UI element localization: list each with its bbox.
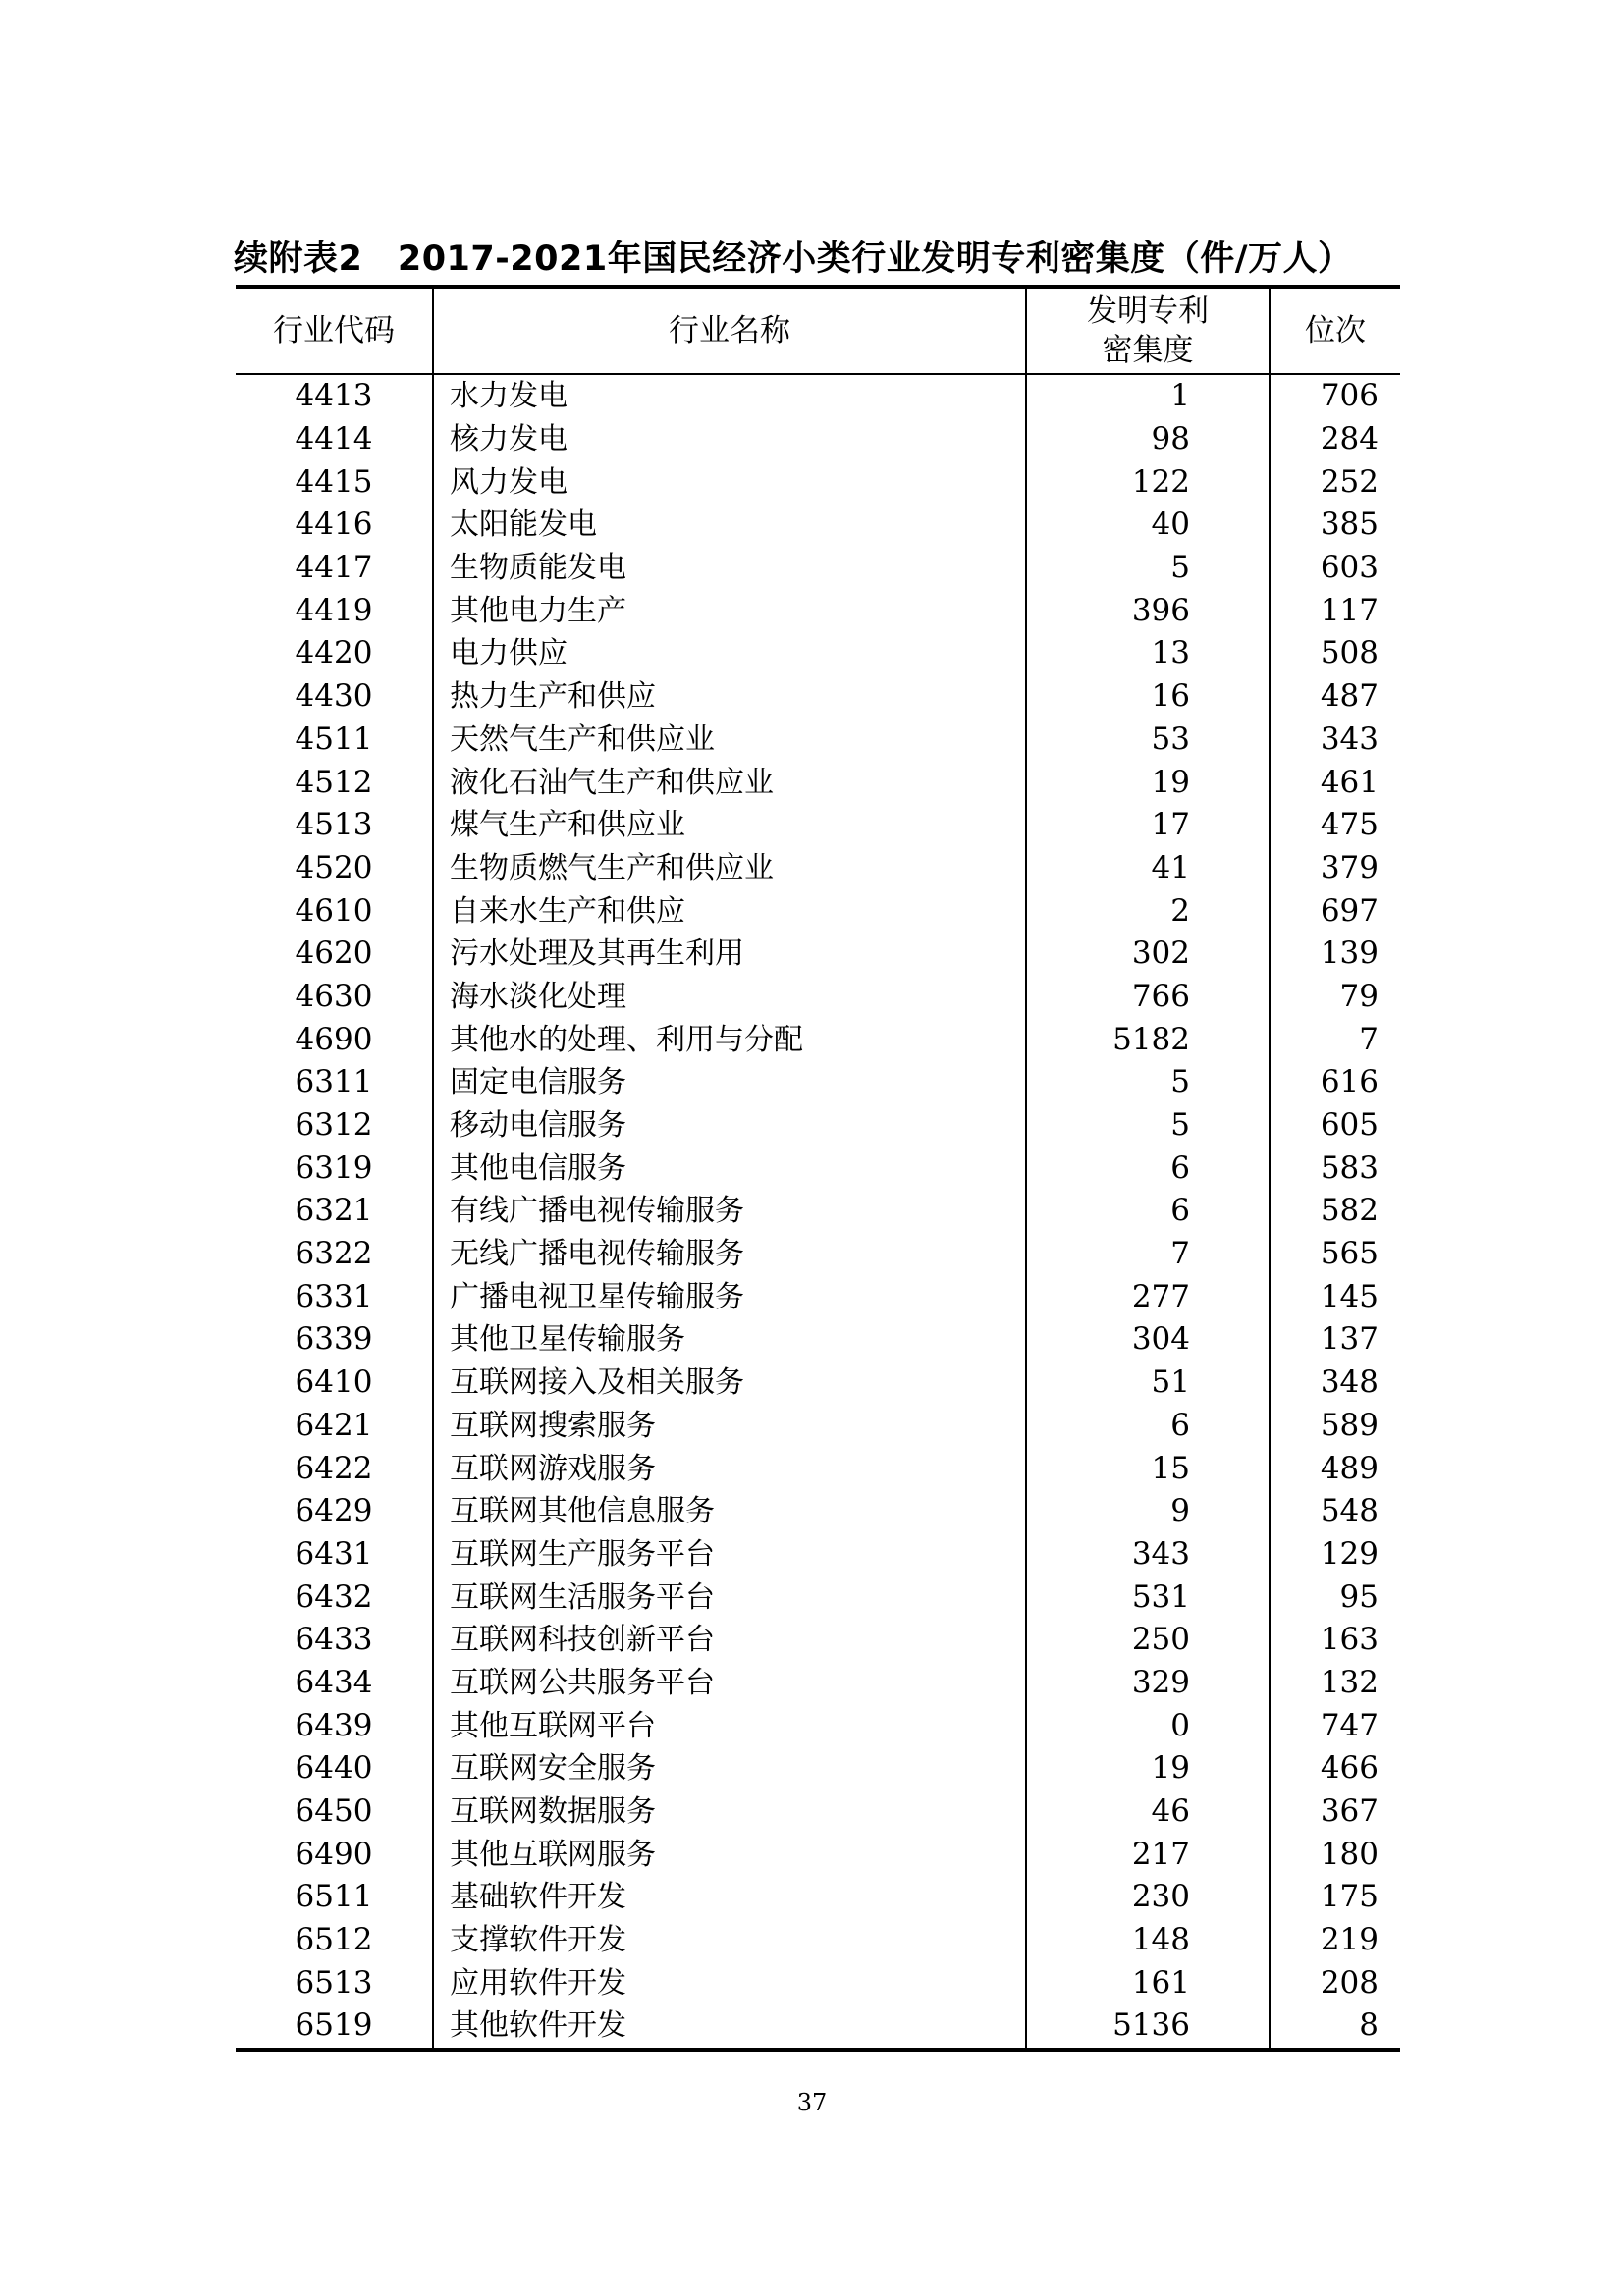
patent-density-cell: 7 xyxy=(1026,1233,1270,1276)
rank-cell: 129 xyxy=(1270,1533,1400,1576)
table-row xyxy=(236,1876,1400,1919)
industry-name-cell: 互联网其他信息服务 xyxy=(433,1490,1026,1533)
industry-code-cell: 4413 xyxy=(295,378,373,414)
industry-name-cell: 污水处理及其再生利用 xyxy=(433,933,1026,976)
industry-name-cell: 水力发电 xyxy=(433,374,1026,418)
industry-code-cell: 4416 xyxy=(295,507,373,543)
industry-name-cell: 互联网科技创新平台 xyxy=(433,1619,1026,1662)
table-row xyxy=(236,504,1400,547)
rank-cell: 489 xyxy=(1270,1447,1400,1490)
table-row xyxy=(236,761,1400,804)
table-body xyxy=(236,374,1400,2050)
industry-code-cell: 4520 xyxy=(295,849,373,885)
industry-name-cell: 电力供应 xyxy=(433,632,1026,675)
table-row xyxy=(236,1405,1400,1448)
table-row xyxy=(236,1533,1400,1576)
industry-name-cell: 其他互联网服务 xyxy=(433,1833,1026,1876)
patent-density-cell: 53 xyxy=(1026,719,1270,762)
industry-code-cell: 6513 xyxy=(295,1964,373,2001)
industry-name-cell: 广播电视卫星传输服务 xyxy=(433,1275,1026,1318)
industry-code-cell: 6321 xyxy=(295,1193,373,1229)
industry-code-cell: 6319 xyxy=(295,1149,373,1186)
rank-cell: 79 xyxy=(1270,976,1400,1019)
rank-cell: 7 xyxy=(1270,1018,1400,1061)
industry-name-cell: 互联网生活服务平台 xyxy=(433,1575,1026,1619)
industry-code-cell: 4419 xyxy=(295,592,373,628)
patent-density-cell: 148 xyxy=(1026,1919,1270,1962)
industry-name-cell: 移动电信服务 xyxy=(433,1104,1026,1148)
header-industry-code: 行业代码 xyxy=(236,287,433,374)
rank-cell: 163 xyxy=(1270,1619,1400,1662)
rank-cell: 252 xyxy=(1270,460,1400,504)
industry-name-cell: 其他电力生产 xyxy=(433,589,1026,632)
rank-cell: 747 xyxy=(1270,1704,1400,1747)
industry-code-cell: 6432 xyxy=(295,1578,373,1615)
table-row xyxy=(236,675,1400,719)
industry-code-cell: 6410 xyxy=(295,1364,373,1401)
rank-cell: 145 xyxy=(1270,1275,1400,1318)
patent-density-cell: 0 xyxy=(1026,1704,1270,1747)
patent-density-cell: 343 xyxy=(1026,1533,1270,1576)
industry-name-cell: 其他软件开发 xyxy=(433,2004,1026,2050)
patent-density-cell: 277 xyxy=(1026,1275,1270,1318)
industry-code-cell: 6429 xyxy=(295,1493,373,1529)
rank-cell: 508 xyxy=(1270,632,1400,675)
table-row xyxy=(236,889,1400,933)
patent-density-cell: 41 xyxy=(1026,847,1270,890)
industry-name-cell: 海水淡化处理 xyxy=(433,976,1026,1019)
patent-density-cell: 51 xyxy=(1026,1362,1270,1405)
table-row xyxy=(236,1961,1400,2004)
patent-density-cell: 217 xyxy=(1026,1833,1270,1876)
industry-code-cell: 6519 xyxy=(295,2007,373,2044)
header-patent-density xyxy=(1026,287,1270,374)
industry-code-cell: 4415 xyxy=(295,463,373,500)
industry-code-cell: 4512 xyxy=(295,764,373,800)
table-row xyxy=(236,847,1400,890)
industry-name-cell: 风力发电 xyxy=(433,460,1026,504)
industry-code-cell: 6512 xyxy=(295,1922,373,1958)
patent-density-cell: 98 xyxy=(1026,418,1270,461)
patent-density-cell: 46 xyxy=(1026,1790,1270,1834)
table-row xyxy=(236,1490,1400,1533)
rank-cell: 139 xyxy=(1270,933,1400,976)
table-row xyxy=(236,460,1400,504)
patent-density-cell: 302 xyxy=(1026,933,1270,976)
table-row xyxy=(236,632,1400,675)
table-row xyxy=(236,1104,1400,1148)
table-row xyxy=(236,1747,1400,1790)
table-row xyxy=(236,933,1400,976)
table-row xyxy=(236,1619,1400,1662)
rank-cell: 582 xyxy=(1270,1190,1400,1233)
table-row xyxy=(236,547,1400,590)
patent-density-cell: 230 xyxy=(1026,1876,1270,1919)
industry-code-cell: 6312 xyxy=(295,1107,373,1144)
industry-code-cell: 6434 xyxy=(295,1664,373,1700)
rank-cell: 132 xyxy=(1270,1662,1400,1705)
industry-name-cell: 其他电信服务 xyxy=(433,1147,1026,1190)
industry-code-cell: 6331 xyxy=(295,1278,373,1314)
rank-cell: 605 xyxy=(1270,1104,1400,1148)
table-row xyxy=(236,1362,1400,1405)
patent-density-cell: 5182 xyxy=(1026,1018,1270,1061)
industry-name-cell: 无线广播电视传输服务 xyxy=(433,1233,1026,1276)
table-row xyxy=(236,1447,1400,1490)
industry-name-cell: 互联网搜索服务 xyxy=(433,1405,1026,1448)
industry-name-cell: 互联网游戏服务 xyxy=(433,1447,1026,1490)
rank-cell: 95 xyxy=(1270,1575,1400,1619)
patent-density-cell: 2 xyxy=(1026,889,1270,933)
table-row xyxy=(236,1061,1400,1104)
industry-name-cell: 互联网安全服务 xyxy=(433,1747,1026,1790)
table-row xyxy=(236,1833,1400,1876)
rank-cell: 343 xyxy=(1270,719,1400,762)
industry-code-cell: 6339 xyxy=(295,1321,373,1358)
industry-name-cell: 基础软件开发 xyxy=(433,1876,1026,1919)
table-row xyxy=(236,418,1400,461)
patent-density-cell: 6 xyxy=(1026,1405,1270,1448)
industry-name-cell: 其他互联网平台 xyxy=(433,1704,1026,1747)
industry-code-cell: 6511 xyxy=(295,1879,373,1915)
industry-name-cell: 互联网接入及相关服务 xyxy=(433,1362,1026,1405)
patent-density-cell: 250 xyxy=(1026,1619,1270,1662)
patent-density-cell: 13 xyxy=(1026,632,1270,675)
industry-name-cell: 热力生产和供应 xyxy=(433,675,1026,719)
industry-code-cell: 4430 xyxy=(295,678,373,715)
table-row xyxy=(236,719,1400,762)
industry-name-cell: 自来水生产和供应 xyxy=(433,889,1026,933)
page-number: 37 xyxy=(796,2089,828,2116)
patent-density-cell: 1 xyxy=(1026,374,1270,418)
rank-cell: 219 xyxy=(1270,1919,1400,1962)
industry-name-cell: 核力发电 xyxy=(433,418,1026,461)
industry-code-cell: 4690 xyxy=(295,1021,373,1057)
patent-density-cell: 5 xyxy=(1026,1061,1270,1104)
rank-cell: 284 xyxy=(1270,418,1400,461)
patent-density-cell: 9 xyxy=(1026,1490,1270,1533)
table-row xyxy=(236,1233,1400,1276)
rank-cell: 461 xyxy=(1270,761,1400,804)
industry-name-cell: 天然气生产和供应业 xyxy=(433,719,1026,762)
patent-density-cell: 304 xyxy=(1026,1318,1270,1362)
rank-cell: 589 xyxy=(1270,1405,1400,1448)
patent-density-cell: 329 xyxy=(1026,1662,1270,1705)
patent-density-cell: 40 xyxy=(1026,504,1270,547)
industry-code-cell: 4610 xyxy=(295,892,373,929)
rank-cell: 348 xyxy=(1270,1362,1400,1405)
industry-name-cell: 太阳能发电 xyxy=(433,504,1026,547)
patent-density-cell: 5 xyxy=(1026,547,1270,590)
industry-name-cell: 固定电信服务 xyxy=(433,1061,1026,1104)
rank-cell: 367 xyxy=(1270,1790,1400,1834)
table-row xyxy=(236,1018,1400,1061)
industry-code-cell: 6311 xyxy=(295,1064,373,1100)
industry-code-cell: 4420 xyxy=(295,635,373,671)
table-row xyxy=(236,1147,1400,1190)
industry-name-cell: 互联网公共服务平台 xyxy=(433,1662,1026,1705)
industry-name-cell: 液化石油气生产和供应业 xyxy=(433,761,1026,804)
industry-code-cell: 6440 xyxy=(295,1750,373,1787)
patent-density-cell: 396 xyxy=(1026,589,1270,632)
patent-density-cell: 19 xyxy=(1026,1747,1270,1790)
industry-code-cell: 4511 xyxy=(295,721,373,757)
table-row xyxy=(236,1318,1400,1362)
patent-density-cell: 17 xyxy=(1026,804,1270,847)
table-title: 续附表2 2017-2021年国民经济小类行业发明专利密集度（件/万人） xyxy=(234,240,1353,279)
patent-density-cell: 5136 xyxy=(1026,2004,1270,2050)
rank-cell: 8 xyxy=(1270,2004,1400,2050)
table-row xyxy=(236,976,1400,1019)
patent-density-cell: 6 xyxy=(1026,1190,1270,1233)
rank-cell: 385 xyxy=(1270,504,1400,547)
table-row xyxy=(236,2004,1400,2050)
header-industry-name: 行业名称 xyxy=(433,287,1026,374)
table-row xyxy=(236,374,1400,418)
rank-cell: 379 xyxy=(1270,847,1400,890)
rank-cell: 616 xyxy=(1270,1061,1400,1104)
industry-name-cell: 其他卫星传输服务 xyxy=(433,1318,1026,1362)
rank-cell: 475 xyxy=(1270,804,1400,847)
table-row xyxy=(236,804,1400,847)
header-rank: 位次 xyxy=(1270,287,1400,374)
table-row xyxy=(236,589,1400,632)
industry-code-cell: 4414 xyxy=(295,421,373,457)
rank-cell: 603 xyxy=(1270,547,1400,590)
patent-density-table xyxy=(236,285,1400,2052)
industry-name-cell: 有线广播电视传输服务 xyxy=(433,1190,1026,1233)
industry-name-cell: 其他水的处理、利用与分配 xyxy=(433,1018,1026,1061)
patent-density-cell: 161 xyxy=(1026,1961,1270,2004)
patent-density-cell: 15 xyxy=(1026,1447,1270,1490)
patent-density-cell: 766 xyxy=(1026,976,1270,1019)
rank-cell: 583 xyxy=(1270,1147,1400,1190)
industry-code-cell: 6322 xyxy=(295,1236,373,1272)
header-patent-density-line1: 发明专利 xyxy=(1087,294,1209,329)
patent-density-cell: 6 xyxy=(1026,1147,1270,1190)
table-header-row xyxy=(236,287,1400,374)
industry-name-cell: 生物质能发电 xyxy=(433,547,1026,590)
rank-cell: 175 xyxy=(1270,1876,1400,1919)
industry-name-cell: 支撑软件开发 xyxy=(433,1919,1026,1962)
table-row xyxy=(236,1704,1400,1747)
rank-cell: 117 xyxy=(1270,589,1400,632)
table-row xyxy=(236,1190,1400,1233)
patent-density-cell: 16 xyxy=(1026,675,1270,719)
table-row xyxy=(236,1790,1400,1834)
industry-name-cell: 生物质燃气生产和供应业 xyxy=(433,847,1026,890)
patent-density-cell: 122 xyxy=(1026,460,1270,504)
industry-code-cell: 4620 xyxy=(295,935,373,972)
industry-code-cell: 6433 xyxy=(295,1622,373,1658)
industry-code-cell: 4417 xyxy=(295,550,373,586)
industry-code-cell: 6421 xyxy=(295,1407,373,1443)
rank-cell: 548 xyxy=(1270,1490,1400,1533)
patent-density-cell: 5 xyxy=(1026,1104,1270,1148)
rank-cell: 706 xyxy=(1270,374,1400,418)
table-row xyxy=(236,1919,1400,1962)
rank-cell: 208 xyxy=(1270,1961,1400,2004)
rank-cell: 137 xyxy=(1270,1318,1400,1362)
industry-name-cell: 煤气生产和供应业 xyxy=(433,804,1026,847)
industry-code-cell: 4513 xyxy=(295,807,373,843)
industry-name-cell: 应用软件开发 xyxy=(433,1961,1026,2004)
industry-code-cell: 6439 xyxy=(295,1707,373,1743)
rank-cell: 697 xyxy=(1270,889,1400,933)
patent-density-cell: 531 xyxy=(1026,1575,1270,1619)
industry-code-cell: 6431 xyxy=(295,1535,373,1572)
industry-code-cell: 4630 xyxy=(295,978,373,1014)
industry-code-cell: 6490 xyxy=(295,1836,373,1872)
rank-cell: 466 xyxy=(1270,1747,1400,1790)
table-row xyxy=(236,1662,1400,1705)
industry-name-cell: 互联网数据服务 xyxy=(433,1790,1026,1834)
industry-code-cell: 6422 xyxy=(295,1450,373,1486)
rank-cell: 565 xyxy=(1270,1233,1400,1276)
rank-cell: 180 xyxy=(1270,1833,1400,1876)
industry-name-cell: 互联网生产服务平台 xyxy=(433,1533,1026,1576)
industry-code-cell: 6450 xyxy=(295,1793,373,1830)
table-row xyxy=(236,1575,1400,1619)
patent-density-cell: 19 xyxy=(1026,761,1270,804)
table-row xyxy=(236,1275,1400,1318)
rank-cell: 487 xyxy=(1270,675,1400,719)
header-patent-density-line2: 密集度 xyxy=(1102,333,1194,368)
